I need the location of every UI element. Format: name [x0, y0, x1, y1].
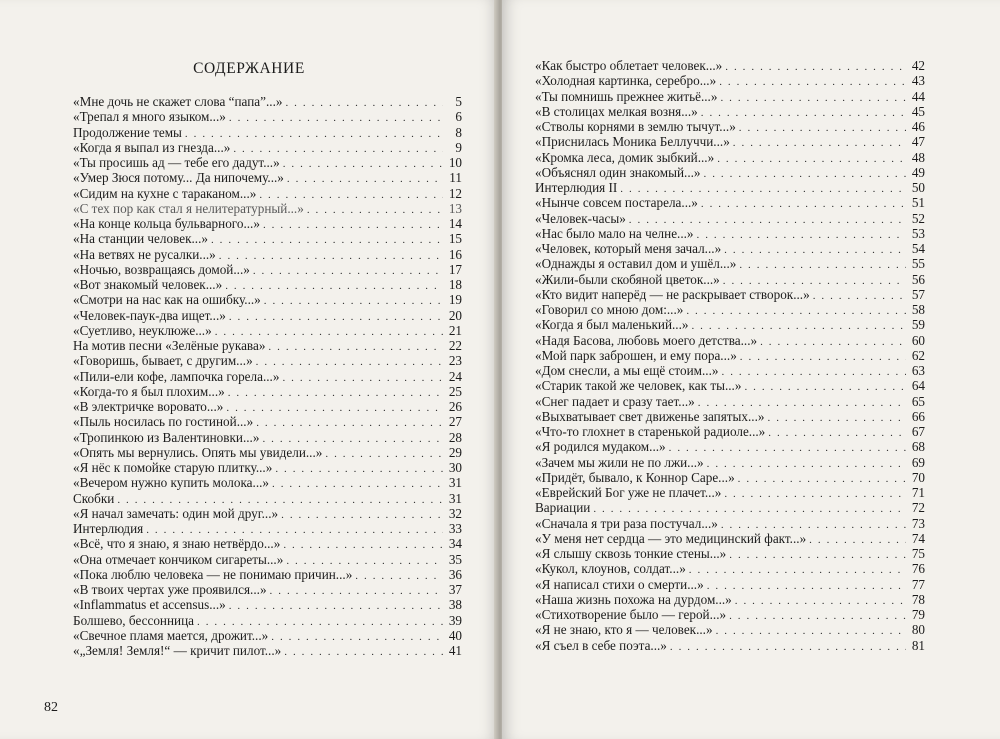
toc-entry-page: 20 [448, 307, 462, 323]
toc-entry-page: 67 [911, 424, 925, 439]
toc-entry-page: 49 [911, 164, 925, 180]
toc-entry-page: 71 [911, 485, 925, 500]
toc-leader-dots [739, 121, 906, 136]
toc-entry-page: 68 [911, 439, 925, 455]
toc-entry [535, 226, 925, 241]
toc-entry-title: «Дом снесли, а мы ещё стоим...» [535, 363, 719, 378]
toc-entry [535, 439, 925, 454]
toc-entry-page: 19 [448, 292, 462, 308]
toc-entry-title: «Ночью, возвращаясь домой...» [73, 261, 250, 277]
toc-entry-title: «Кромка леса, домик зыбкий...» [535, 149, 715, 165]
toc-entry-title: «Человек, который меня зачал...» [535, 241, 722, 256]
toc-leader-dots [307, 203, 443, 218]
toc-entry [73, 109, 462, 124]
toc-entry-page: 52 [911, 210, 925, 226]
toc-entry-title: «Всё, что я знаю, я знаю нетвёрдо...» [73, 536, 281, 552]
toc-entry [73, 323, 462, 338]
toc-entry [535, 180, 925, 195]
toc-entry [73, 399, 462, 414]
toc-entry-page: 33 [448, 521, 462, 536]
toc-entry-title: «Ты просишь ад — тебе его дадут...» [73, 155, 280, 170]
toc-entry [535, 607, 925, 622]
toc-entry-title: «Когда я был маленький...» [535, 317, 689, 333]
toc-entry-title: «Пили-ели кофе, лампочка горела...» [73, 368, 280, 384]
toc-leader-dots [707, 457, 906, 472]
toc-entry-page: 38 [448, 597, 462, 613]
toc-entry-title: «Пыль носилась по гостиной...» [73, 414, 254, 430]
toc-entry [535, 165, 925, 180]
toc-entry [73, 430, 462, 445]
toc-entry-title: «Свечное пламя мается, дрожит...» [73, 627, 269, 643]
toc-entry [73, 384, 462, 399]
toc-entry-title: «Жили-были скобяной цветок...» [535, 271, 720, 287]
toc-entry [73, 567, 462, 582]
toc-entry [73, 140, 462, 155]
toc-entry-title: «Тропинкою из Валентиновки...» [73, 429, 260, 445]
toc-entry-page: 15 [448, 231, 462, 247]
toc-entry-title: «Вечером нужно купить молока...» [73, 475, 270, 491]
toc-entry [73, 277, 462, 292]
toc-entry-title: «На конце кольца бульварного...» [73, 216, 260, 231]
toc-entry-title: «У меня нет сердца — это медицинский факт...» [535, 530, 807, 546]
toc-entry [73, 613, 462, 628]
toc-entry [535, 89, 925, 104]
toc-entry-page: 5 [455, 94, 462, 109]
toc-entry [535, 378, 925, 393]
toc-leader-dots [720, 91, 906, 106]
toc-entry [535, 348, 925, 363]
toc-entry-page: 25 [448, 383, 462, 399]
toc-leader-dots [760, 335, 906, 350]
toc-entry-title: «Зачем мы жили не по лжи...» [535, 454, 704, 470]
toc-entry [73, 460, 462, 475]
toc-entry-title: «Мой парк заброшен, и ему пора...» [535, 347, 737, 363]
toc-leader-dots [809, 533, 906, 548]
toc-entry [73, 94, 462, 109]
toc-leader-dots [701, 197, 906, 212]
toc-leader-dots [669, 441, 906, 456]
toc-leader-dots [813, 289, 906, 304]
toc-entry [535, 622, 925, 637]
toc-entry-page: 56 [911, 271, 925, 287]
toc-entry-title: «Ты помнишь прежнее житьё...» [535, 88, 718, 104]
toc-entry-title: «Нынче совсем постарела...» [535, 195, 698, 211]
toc-entry [73, 353, 462, 368]
toc-left-list [73, 94, 462, 658]
toc-entry-page: 45 [911, 103, 925, 119]
toc-entry-title: «Человек-часы» [535, 210, 626, 226]
toc-entry-page: 53 [911, 225, 925, 241]
toc-entry-page: 40 [448, 627, 462, 643]
toc-entry-title: «„Земля! Земля!“ — кричит пилот...» [73, 643, 282, 658]
toc-entry-page: 34 [448, 536, 462, 552]
toc-leader-dots [229, 599, 443, 614]
toc-entry [73, 308, 462, 323]
toc-entry-title: Вариации [535, 500, 591, 516]
toc-leader-dots [686, 304, 906, 319]
toc-entry-title: «Я начал замечать: один мой друг...» [73, 505, 279, 521]
toc-entry-title: «Я съел в себе поэта...» [535, 637, 667, 653]
toc-entry [73, 186, 462, 201]
toc-entry-page: 16 [448, 246, 462, 262]
toc-leader-dots [256, 355, 443, 370]
toc-entry-title: «Я слышу сквозь тонкие стены...» [535, 546, 727, 561]
toc-leader-dots [729, 609, 906, 624]
toc-entry-page: 42 [911, 58, 925, 73]
toc-entry-title: «Кто видит наперёд — не раскрывает створок...» [535, 286, 810, 302]
toc-entry-page: 59 [911, 317, 925, 333]
toc-entry-page: 10 [448, 155, 462, 170]
toc-entry [535, 531, 925, 546]
toc-entry-title: «Смотри на нас как на ошибку...» [73, 292, 261, 308]
toc-leader-dots [272, 477, 443, 492]
toc-entry-page: 66 [911, 408, 925, 424]
toc-entry-title: «Снег падает и сразу тает...» [535, 393, 695, 409]
toc-entry-title: «Она отмечает кончиком сигареты...» [73, 551, 284, 567]
toc-entry [73, 262, 462, 277]
toc-leader-dots [733, 136, 906, 151]
toc-entry-title: «Сначала я три раза постучал...» [535, 515, 718, 531]
toc-leader-dots [744, 380, 906, 395]
toc-leader-dots [724, 243, 906, 258]
toc-entry-page: 48 [911, 149, 925, 165]
toc-entry-title: «Пока люблю человека — не понимаю причин...» [73, 566, 353, 582]
toc-entry [535, 302, 925, 317]
contents-title: СОДЕРЖАНИЕ [193, 60, 305, 77]
toc-entry-page: 43 [911, 73, 925, 89]
toc-entry [73, 216, 462, 231]
toc-entry [73, 552, 462, 567]
toc-leader-dots [256, 416, 443, 431]
toc-entry-title: «Приснилась Моника Беллуччи...» [535, 134, 730, 150]
toc-leader-dots [253, 264, 443, 279]
toc-entry-title: «На станции человек...» [73, 231, 208, 247]
toc-entry [535, 195, 925, 210]
toc-entry-title: «Объяснял один знакомый...» [535, 164, 701, 180]
toc-entry-title: «Холодная картинка, серебро...» [535, 73, 717, 89]
left-page [0, 0, 498, 739]
toc-entry-page: 28 [448, 429, 462, 445]
toc-entry-page: 80 [911, 622, 925, 638]
toc-entry-title: «Умер Зюся потому... Да нипочему...» [73, 170, 284, 186]
toc-entry-title: «Стволы корнями в землю тычут...» [535, 119, 736, 134]
toc-leader-dots [284, 645, 443, 660]
toc-entry-page: 32 [448, 505, 462, 521]
toc-entry-page: 51 [911, 195, 925, 211]
toc-entry-title: Болшево, бессонница [73, 612, 195, 628]
toc-leader-dots [325, 447, 443, 462]
toc-entry-title: «Говорил со мною дом:...» [535, 302, 684, 317]
toc-leader-dots [704, 167, 906, 182]
toc-entry-page: 64 [911, 378, 925, 394]
toc-leader-dots [228, 386, 443, 401]
toc-leader-dots [697, 228, 906, 243]
toc-entry [73, 536, 462, 551]
toc-entry-title: «Что-то глохнет в старенькой радиоле...» [535, 424, 766, 439]
toc-leader-dots [285, 96, 443, 111]
toc-entry-title: «Сидим на кухне с тараканом...» [73, 185, 257, 201]
toc-entry-page: 70 [911, 469, 925, 485]
toc-entry [535, 516, 925, 531]
toc-entry [535, 561, 925, 576]
toc-entry [535, 485, 925, 500]
toc-leader-dots [211, 233, 443, 248]
toc-entry-page: 24 [448, 368, 462, 384]
toc-entry [535, 394, 925, 409]
toc-entry [535, 211, 925, 226]
toc-entry-page: 27 [448, 414, 462, 430]
toc-entry [73, 292, 462, 307]
toc-leader-dots [226, 401, 443, 416]
toc-leader-dots [724, 487, 906, 502]
toc-leader-dots [287, 172, 443, 187]
toc-entry-title: «Опять мы вернулись. Опять мы увидели...» [73, 444, 323, 460]
toc-entry-page: 13 [448, 200, 462, 216]
toc-entry [73, 597, 462, 612]
toc-entry-title: «В электричке воровато...» [73, 399, 224, 414]
toc-leader-dots [229, 111, 443, 126]
toc-entry [535, 317, 925, 332]
toc-entry-title: «Я нёс к помойке старую плитку...» [73, 460, 273, 475]
page-number: 82 [44, 700, 58, 715]
toc-entry-title: «Нас было мало на челне...» [535, 225, 694, 241]
toc-entry [73, 628, 462, 643]
toc-entry-page: 81 [911, 637, 925, 653]
toc-entry [535, 134, 925, 149]
toc-entry-title: На мотив песни «Зелёные рукава» [73, 338, 266, 353]
toc-entry-page: 57 [911, 286, 925, 302]
toc-entry-page: 12 [448, 185, 462, 201]
toc-leader-dots [738, 472, 906, 487]
toc-entry [73, 475, 462, 490]
toc-entry-title: «В твоих чертах уже проявился...» [73, 582, 267, 597]
toc-entry-page: 79 [911, 607, 925, 622]
toc-entry [73, 506, 462, 521]
toc-entry [73, 582, 462, 597]
toc-leader-dots [355, 569, 443, 584]
toc-entry-page: 60 [911, 332, 925, 348]
toc-entry-title: «Кукол, клоунов, солдат...» [535, 561, 686, 577]
toc-entry-page: 8 [455, 124, 462, 140]
toc-entry-page: 21 [448, 322, 462, 338]
toc-entry [535, 470, 925, 485]
toc-entry [73, 491, 462, 506]
toc-entry [535, 500, 925, 515]
toc-leader-dots [716, 624, 906, 639]
toc-leader-dots [740, 350, 906, 365]
toc-entry-page: 41 [448, 643, 462, 658]
toc-entry [535, 287, 925, 302]
toc-entry [73, 231, 462, 246]
toc-entry-page: 63 [911, 363, 925, 378]
toc-entry-title: «Говоришь, бывает, с другим...» [73, 353, 253, 369]
toc-entry [535, 455, 925, 470]
toc-entry [535, 333, 925, 348]
toc-leader-dots [707, 579, 906, 594]
toc-entry-title: «С тех пор как стал я нелитературный...» [73, 200, 304, 216]
toc-right-list [535, 58, 925, 653]
toc-entry [535, 256, 925, 271]
toc-entry-title: Интерлюдия [73, 521, 144, 536]
toc-leader-dots [281, 508, 443, 523]
toc-entry-title: «Еврейский Бог уже не плачет...» [535, 485, 722, 500]
toc-entry-title: «Выхватывает свет движенье запятых...» [535, 408, 765, 424]
toc-entry [73, 201, 462, 216]
toc-entry [73, 414, 462, 429]
toc-entry-page: 22 [448, 338, 462, 353]
toc-entry-title: «Наша жизнь похожа на дурдом...» [535, 591, 732, 607]
toc-entry [73, 643, 462, 658]
toc-entry-page: 47 [911, 134, 925, 150]
toc-entry-title: «Старик такой же человек, как ты...» [535, 378, 742, 394]
toc-entry-page: 55 [911, 256, 925, 272]
toc-leader-dots [722, 365, 907, 380]
toc-leader-dots [270, 584, 443, 599]
toc-entry-title: «Придёт, бывало, к Коннор Саре...» [535, 469, 735, 485]
toc-entry-page: 73 [911, 515, 925, 531]
toc-entry-page: 69 [911, 454, 925, 470]
toc-entry-page: 75 [911, 546, 925, 561]
toc-leader-dots [717, 152, 906, 167]
toc-entry-page: 78 [911, 591, 925, 607]
toc-entry-title: «Как быстро облетает человек...» [535, 58, 723, 73]
toc-entry-page: 31 [448, 490, 462, 506]
toc-entry-page: 11 [449, 170, 462, 186]
toc-leader-dots [283, 157, 443, 172]
toc-leader-dots [689, 563, 906, 578]
toc-entry [73, 369, 462, 384]
toc-entry-title: «Однажды я оставил дом и ушёл...» [535, 256, 737, 272]
toc-entry [535, 546, 925, 561]
toc-leader-dots [719, 75, 906, 90]
toc-entry-page: 74 [911, 530, 925, 546]
toc-entry-title: «Надя Басова, любовь моего детства...» [535, 332, 758, 348]
toc-entry-page: 44 [911, 88, 925, 104]
toc-entry-page: 50 [911, 180, 925, 195]
toc-entry-page: 9 [455, 139, 462, 155]
toc-entry [535, 409, 925, 424]
toc-entry-title: Продолжение темы [73, 124, 182, 140]
toc-entry-title: Скобки [73, 490, 115, 506]
toc-entry-page: 17 [448, 261, 462, 277]
toc-leader-dots [735, 594, 906, 609]
toc-leader-dots [264, 294, 443, 309]
toc-entry [535, 424, 925, 439]
toc-entry-title: «Суетливо, неуклюже...» [73, 322, 212, 338]
toc-entry-page: 14 [448, 216, 462, 231]
toc-leader-dots [229, 310, 443, 325]
toc-entry [535, 592, 925, 607]
toc-entry-page: 77 [911, 576, 925, 592]
toc-leader-dots [275, 462, 443, 477]
toc-entry-page: 39 [448, 612, 462, 628]
toc-entry-page: 58 [911, 302, 925, 317]
toc-entry [73, 155, 462, 170]
toc-entry-page: 30 [448, 460, 462, 475]
toc-entry-title: «На ветвях не русалки...» [73, 246, 216, 262]
toc-entry-page: 35 [448, 551, 462, 567]
toc-entry-title: «Когда я выпал из гнезда...» [73, 139, 231, 155]
toc-leader-dots [283, 538, 443, 553]
toc-entry-page: 31 [448, 475, 462, 491]
toc-entry-title: «Человек-паук-два ищет...» [73, 307, 226, 323]
toc-leader-dots [271, 630, 443, 645]
toc-entry-title: «Стихотворение было — герой...» [535, 607, 727, 622]
toc-entry-page: 76 [911, 561, 925, 577]
toc-leader-dots [768, 411, 907, 426]
toc-entry-page: 29 [448, 444, 462, 460]
toc-entry [535, 272, 925, 287]
toc-entry [535, 638, 925, 653]
toc-entry [73, 170, 462, 185]
toc-entry [535, 104, 925, 119]
toc-leader-dots [263, 218, 443, 233]
toc-entry-page: 65 [911, 393, 925, 409]
toc-entry-title: Интерлюдия II [535, 180, 618, 195]
toc-entry [73, 338, 462, 353]
toc-leader-dots [725, 60, 906, 75]
toc-leader-dots [768, 426, 906, 441]
toc-leader-dots [670, 640, 906, 655]
toc-entry [73, 125, 462, 140]
toc-entry [535, 150, 925, 165]
toc-entry [535, 577, 925, 592]
toc-leader-dots [282, 371, 443, 386]
toc-entry [535, 363, 925, 378]
toc-entry-page: 46 [911, 119, 925, 134]
toc-entry [535, 241, 925, 256]
toc-entry-title: «Я родился мудаком...» [535, 439, 666, 455]
toc-entry-page: 72 [911, 500, 925, 516]
toc-entry-title: «В столицах мелкая возня...» [535, 103, 698, 119]
toc-entry-title: «Вот знакомый человек...» [73, 277, 223, 292]
toc-leader-dots [739, 258, 906, 273]
toc-entry-title: «Inflammatus et accensus...» [73, 597, 226, 613]
toc-entry-title: «Я написал стихи о смерти...» [535, 576, 704, 592]
toc-leader-dots [729, 548, 906, 563]
toc-entry-page: 62 [911, 347, 925, 363]
toc-entry [535, 119, 925, 134]
toc-entry-page: 26 [448, 399, 462, 414]
toc-entry-page: 36 [448, 566, 462, 582]
toc-entry-page: 23 [448, 353, 462, 369]
toc-leader-dots [268, 340, 443, 355]
toc-entry-page: 54 [911, 241, 925, 256]
toc-entry [73, 247, 462, 262]
toc-entry [535, 58, 925, 73]
toc-entry-page: 37 [448, 582, 462, 597]
toc-entry-title: «Когда-то я был плохим...» [73, 383, 225, 399]
toc-entry [73, 445, 462, 460]
toc-leader-dots [219, 249, 443, 264]
toc-entry-title: «Мне дочь не скажет слова “папа”...» [73, 94, 283, 109]
toc-entry [535, 73, 925, 88]
toc-entry-title: «Я не знаю, кто я — человек...» [535, 622, 713, 638]
right-page [502, 0, 1000, 739]
toc-entry-page: 6 [455, 109, 462, 125]
toc-entry-title: «Трепал я много языком...» [73, 109, 226, 125]
toc-entry [73, 521, 462, 536]
toc-entry-page: 18 [448, 277, 462, 292]
